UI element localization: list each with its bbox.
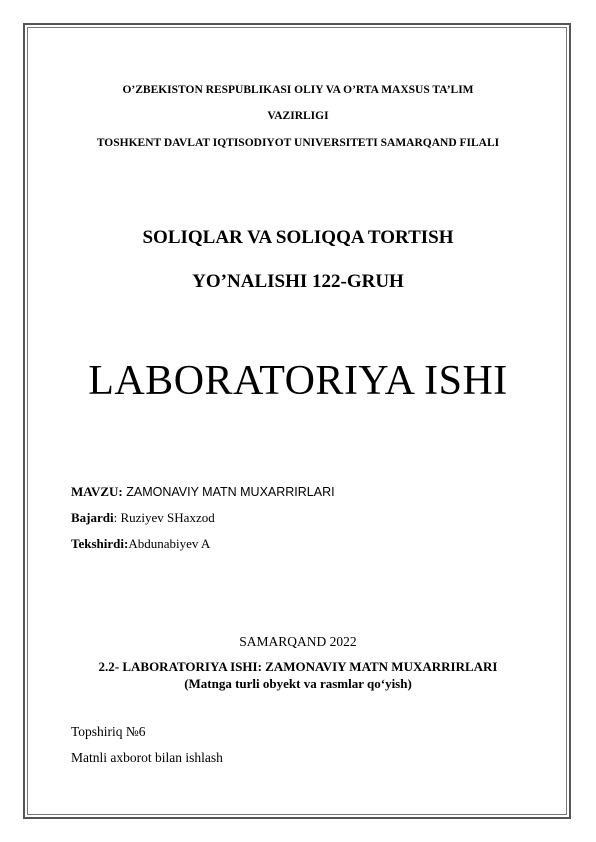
mavzu-row [71, 484, 335, 500]
mavzu-label: MAVZU: [71, 484, 123, 499]
bajardi-label: Bajardi [71, 510, 114, 525]
subject-line-2: YO’NALISHI 122-GRUH [192, 271, 404, 292]
lab-subheading: (Matnga turli obyekt va rasmlar qo‘yish) [184, 676, 412, 691]
subject-line-1: SOLIQLAR VA SOLIQQA TORTISH [142, 227, 454, 248]
place-year: SAMARQAND 2022 [239, 634, 357, 649]
tekshirdi-label: Tekshirdi: [71, 536, 129, 551]
tekshirdi-value: Abdunabiyev A [128, 536, 211, 551]
ministry-line-1: O’ZBEKISTON RESPUBLIKASI OLIY VA O’RTA MAXSUS TA’LIM [122, 84, 474, 96]
bajardi-value: : Ruziyev SHaxzod [113, 510, 215, 525]
page-title: LABORATORIYA ISHI [88, 358, 508, 404]
lab-heading: 2.2- LABORATORIYA ISHI: ZAMONAVIY MATN MUXARRIRLARI [98, 659, 498, 674]
task-description: Matnli axborot bilan ishlash [71, 750, 223, 765]
task-number: Topshiriq №6 [71, 724, 146, 739]
mavzu-value: ZAMONAVIY MATN MUXARRIRLARI [122, 485, 335, 499]
bajardi-row [71, 510, 215, 526]
university-line: TOSHKENT DAVLAT IQTISODIYOT UNIVERSITETI SAMARQAND FILALI [96, 137, 500, 149]
ministry-line-2: VAZIRLIGI [267, 110, 329, 122]
tekshirdi-row [71, 536, 210, 552]
